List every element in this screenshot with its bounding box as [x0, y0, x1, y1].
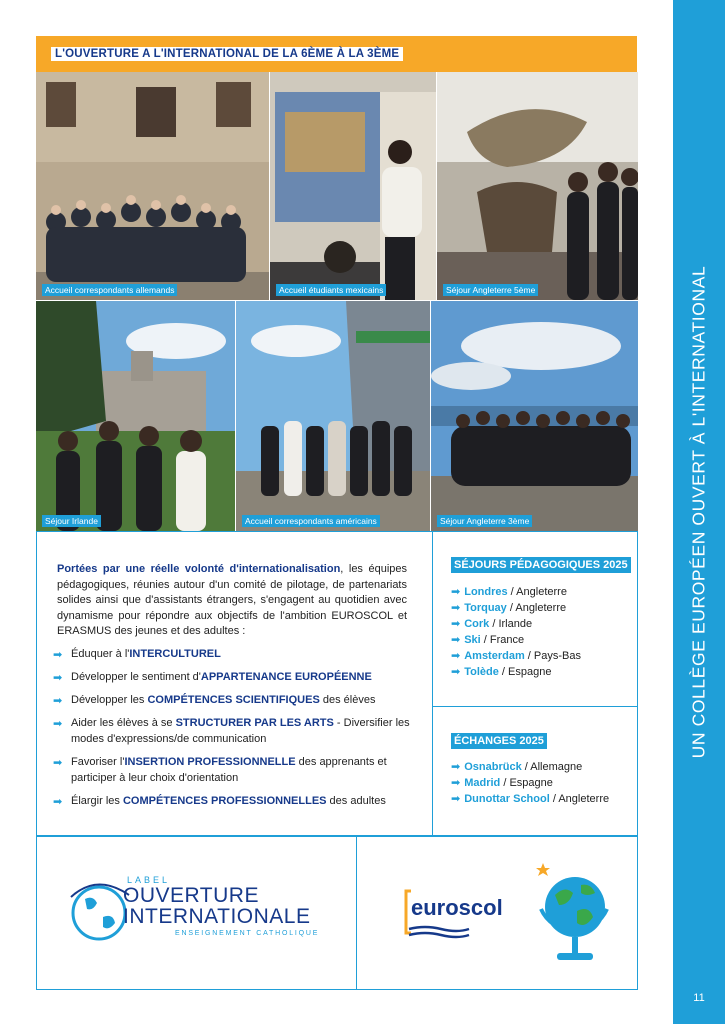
photo-american-correspondents [236, 301, 430, 531]
intro-lead: Portées par une réelle volonté d'internationalisation [57, 563, 341, 575]
objectives-list [53, 646, 413, 816]
photo-england-3eme [431, 301, 638, 531]
label-line1: OUVERTURE [123, 884, 259, 907]
arrow-right-icon: ➡ [451, 602, 461, 614]
photo-mexican-students [270, 72, 436, 300]
photo-german-correspondents-image [36, 72, 269, 300]
arrow-right-icon: ➡ [451, 666, 461, 678]
echanges-heading: ÉCHANGES 2025 [451, 733, 547, 749]
photo-ireland-image [36, 301, 235, 531]
arrow-right-icon: ➡ [53, 757, 63, 769]
arrow-right-icon: ➡ [451, 618, 461, 630]
euroscol-logo [403, 885, 523, 945]
list-item: ➡ Londres / Angleterre [451, 586, 567, 598]
euroscol-text: euroscol [411, 895, 503, 920]
wave-icon [407, 925, 471, 939]
photo-caption: Accueil étudiants mexicains [276, 284, 386, 296]
content-box [36, 531, 638, 836]
photo-german-correspondents [36, 72, 269, 300]
list-item: ➡ Favoriser l'INSERTION PROFESSIONNELLE des apprenants et participer à leur choix d'orientation [53, 756, 387, 784]
photo-england-5eme-image [437, 72, 638, 300]
section-banner [36, 36, 637, 72]
arrow-right-icon: ➡ [451, 777, 461, 789]
logos-divider [356, 837, 357, 989]
section-title: L'OUVERTURE A L'INTERNATIONAL DE LA 6ÈME À LA 3ÈME [51, 47, 403, 61]
sidebar-title: UN COLLÈGE EUROPÉEN OUVERT À L'INTERNATIONAL [688, 265, 709, 759]
arrow-right-icon: ➡ [451, 761, 461, 773]
list-item: ➡ Tolède / Espagne [451, 666, 552, 678]
list-item: ➡ Madrid / Espagne [451, 777, 553, 789]
arrow-right-icon: ➡ [451, 650, 461, 662]
photo-england-5eme [437, 72, 638, 300]
sejours-list [451, 584, 631, 680]
arrow-right-icon: ➡ [53, 695, 63, 707]
photo-american-correspondents-image [236, 301, 430, 531]
list-item: ➡ Développer les COMPÉTENCES SCIENTIFIQUES des élèves [53, 694, 376, 707]
label-ouverture-logo [67, 875, 327, 955]
desk-globe-icon [533, 859, 615, 967]
list-item: ➡ Élargir les COMPÉTENCES PROFESSIONNELLES des adultes [53, 795, 386, 808]
photo-caption: Séjour Angleterre 3ème [437, 515, 532, 527]
list-item: ➡ Osnabrück / Allemagne [451, 761, 583, 773]
list-item: ➡ Cork / Irlande [451, 618, 533, 630]
arrow-right-icon: ➡ [451, 793, 461, 805]
echanges-list [451, 759, 631, 807]
arrow-right-icon: ➡ [53, 672, 63, 684]
label-sub: ENSEIGNEMENT CATHOLIQUE [175, 930, 320, 937]
photo-caption: Accueil correspondants allemands [42, 284, 177, 296]
photo-mexican-students-image [270, 72, 436, 300]
photo-caption: Séjour Angleterre 5ème [443, 284, 538, 296]
page-number: 11 [693, 992, 705, 1004]
list-item: ➡ Torquay / Angleterre [451, 602, 567, 614]
arrow-right-icon: ➡ [53, 718, 63, 730]
column-divider [432, 532, 433, 835]
arrow-right-icon: ➡ [53, 796, 63, 808]
intro-rest: , les équipes pédagogiques, réunies autour d'un comité de pilotage, de partenariats solides ainsi que d'assistants étrangers, s'engagent au quotidien avec dynamisme pour répondre aux objectifs de l'ambition EUROSCOL et ERASMUS des jeunes et des adultes : [57, 563, 407, 637]
list-item: ➡ Aider les élèves à se STRUCTURER PAR LES ARTS - Diversifier les modes d'expressions/de communication [53, 717, 410, 745]
arrow-right-icon: ➡ [53, 649, 63, 661]
sejours-heading: SÉJOURS PÉDAGOGIQUES 2025 [451, 557, 631, 573]
sidebar [673, 0, 725, 1024]
list-item: ➡ Amsterdam / Pays-Bas [451, 650, 581, 662]
arrow-right-icon: ➡ [451, 634, 461, 646]
photo-ireland [36, 301, 235, 531]
list-item: ➡ Dunottar School / Angleterre [451, 793, 610, 805]
photo-caption: Séjour Irlande [42, 515, 101, 527]
label-small: LABEL [127, 875, 171, 885]
logos-box [36, 836, 638, 990]
list-item: ➡ Développer le sentiment d'APPARTENANCE EUROPÉENNE [53, 671, 372, 684]
list-item: ➡ Éduquer à l'INTERCULTUREL [53, 648, 221, 661]
side-divider [432, 706, 638, 707]
photo-caption: Accueil correspondants américains [242, 515, 380, 527]
arrow-right-icon: ➡ [451, 586, 461, 598]
photo-england-3eme-image [431, 301, 638, 531]
intro-paragraph [57, 562, 407, 640]
label-line2: INTERNATIONALE [123, 905, 311, 928]
list-item: ➡ Ski / France [451, 634, 525, 646]
